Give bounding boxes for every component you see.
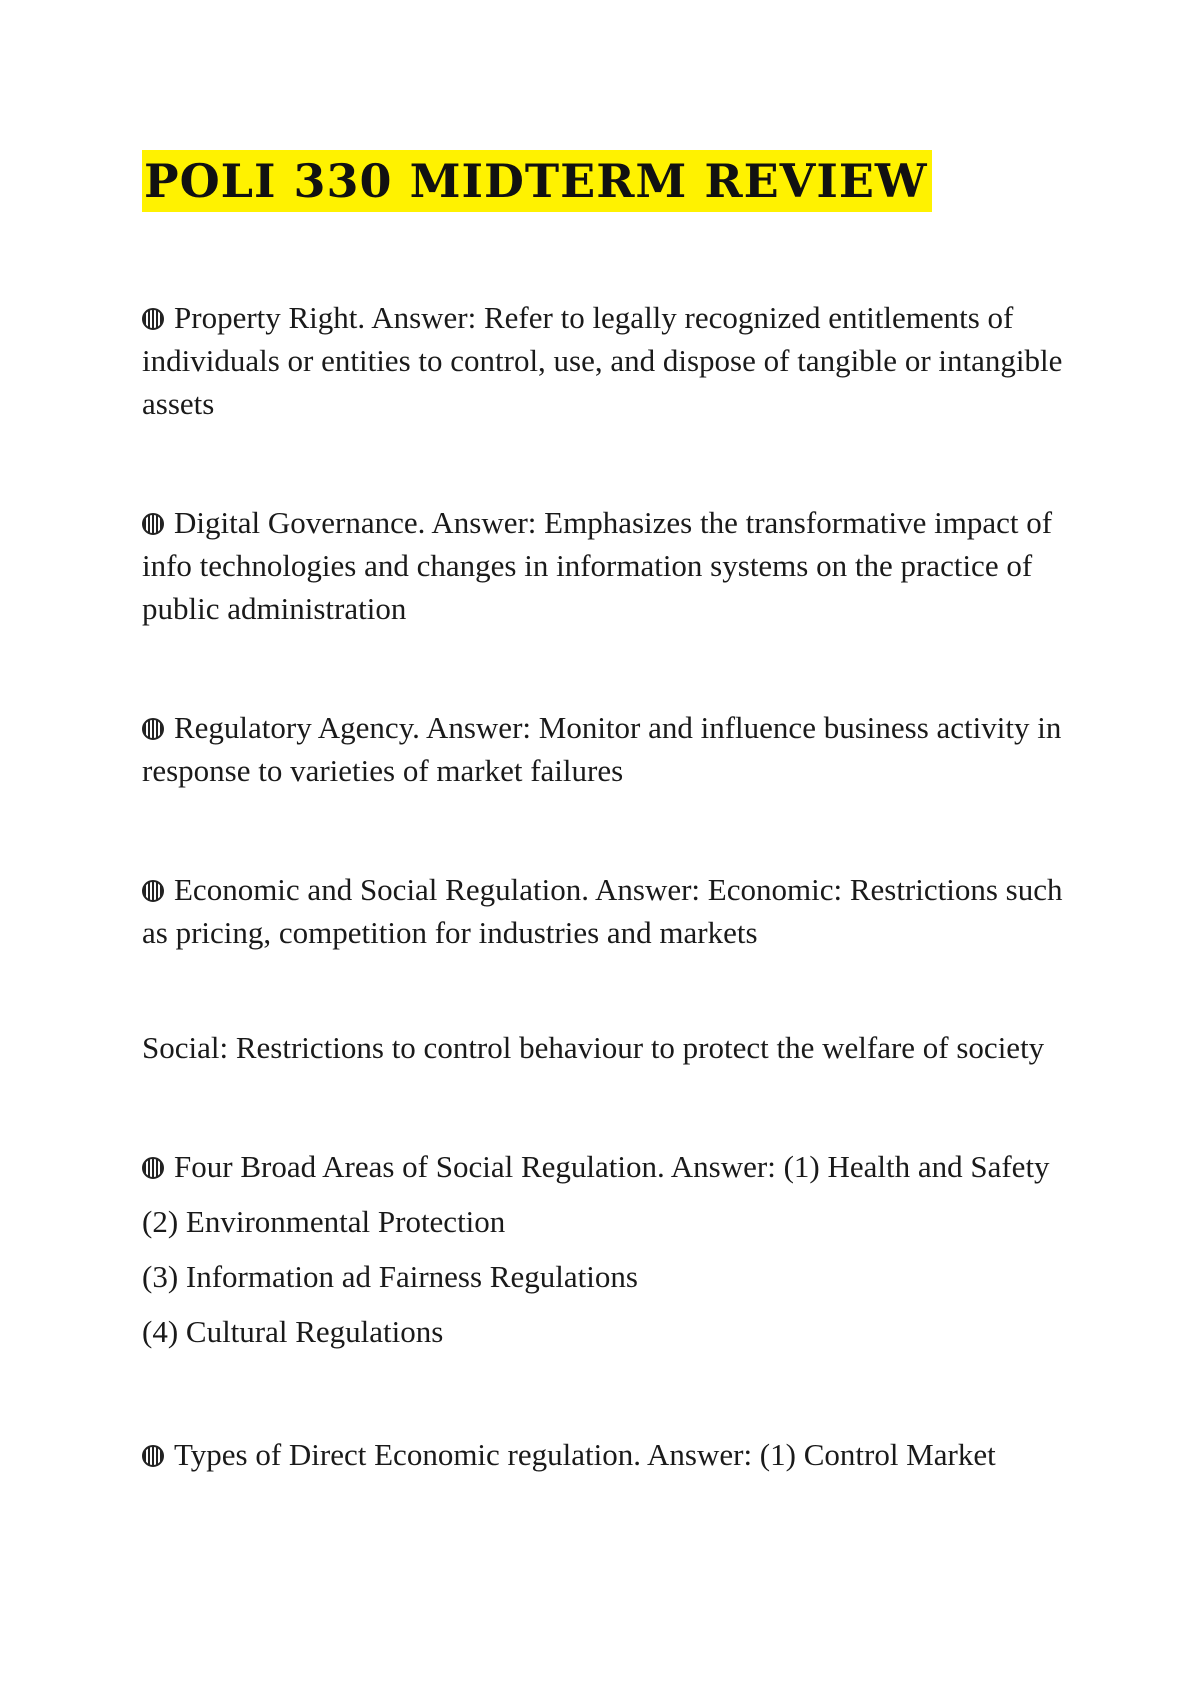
review-entry (142, 1433, 1082, 1476)
entry-text: Property Right. Answer: Refer to legally recognized entitlements of individuals or entities to control, use, and dispose of tangible or intangible assets (142, 300, 1063, 421)
bullet-icon (142, 513, 164, 535)
list-item: (4) Cultural Regulations (142, 1314, 444, 1349)
list-item: (3) Information ad Fairness Regulations (142, 1259, 638, 1294)
list-item: (2) Environmental Protection (142, 1204, 506, 1239)
entry-text: Four Broad Areas of Social Regulation. Answer: (1) Health and Safety (174, 1149, 1050, 1184)
entry-text: Digital Governance. Answer: Emphasizes the transformative impact of info technologies and changes in information systems on the practice of public administration (142, 505, 1053, 626)
entry-text: Economic and Social Regulation. Answer: Economic: Restrictions such as pricing, competition for industries and markets (142, 872, 1063, 950)
bullet-icon (142, 880, 164, 902)
entry-text: Types of Direct Economic regulation. Answer: (1) Control Market (174, 1437, 996, 1472)
document-title: POLI 330 MIDTERM REVIEW (142, 150, 932, 212)
review-entry (142, 868, 1082, 954)
review-entry (142, 706, 1082, 792)
review-entry (142, 296, 1082, 425)
bullet-icon (142, 1445, 164, 1467)
review-entry (142, 501, 1082, 630)
bullet-icon (142, 308, 164, 330)
entry-text: Regulatory Agency. Answer: Monitor and influence business activity in response to varieties of market failures (142, 710, 1062, 788)
bullet-icon (142, 718, 164, 740)
review-entry (142, 1145, 1082, 1353)
document-page (142, 150, 1082, 1476)
bullet-icon (142, 1157, 164, 1179)
entry-continuation: Social: Restrictions to control behaviour to protect the welfare of society (142, 1030, 1045, 1065)
entry-heading (142, 1145, 1082, 1188)
